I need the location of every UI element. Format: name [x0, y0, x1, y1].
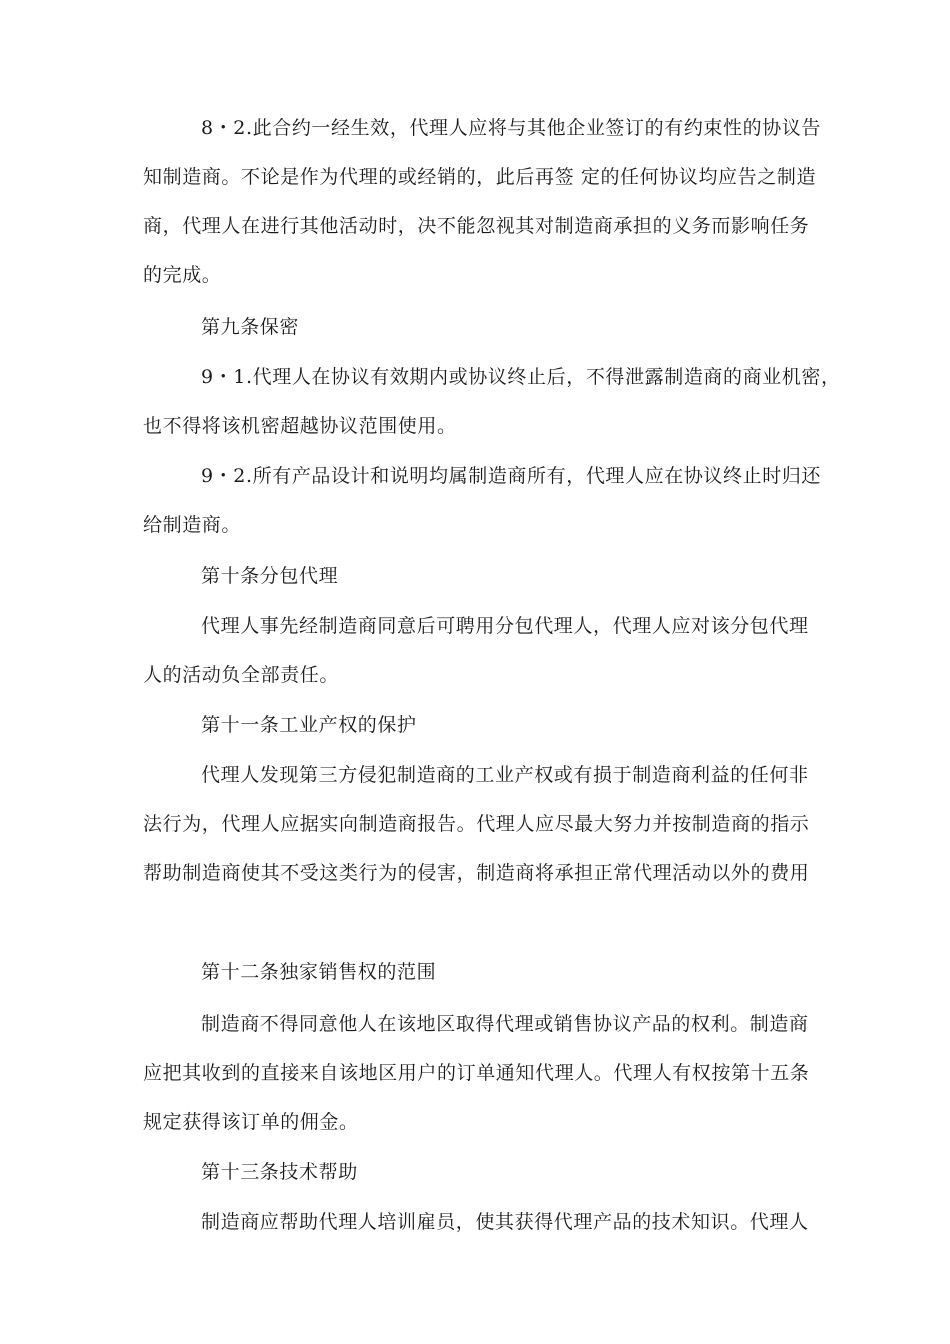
article-12-heading: 第十二条独家销售权的范围: [201, 961, 437, 983]
paragraph-9-2-line-1: 9・2.所有产品设计和说明均属制造商所有，代理人应在协议终止时归还: [201, 465, 822, 487]
paragraph-12-line-2: 应把其收到的直接来自该地区用户的订单通知代理人。代理人有权按第十五条: [143, 1062, 810, 1084]
paragraph-11-line-3: 帮助制造商使其不受这类行为的侵害，制造商将承担正常代理活动以外的费用: [143, 862, 810, 884]
article-10-heading: 第十条分包代理: [201, 565, 339, 587]
article-13-heading: 第十三条技术帮助: [201, 1161, 358, 1183]
paragraph-12-line-1: 制造商不得同意他人在该地区取得代理或销售协议产品的权利。制造商: [201, 1013, 809, 1035]
article-11-heading: 第十一条工业产权的保护: [201, 714, 417, 736]
paragraph-9-1-line-1: 9・1.代理人在协议有效期内或协议终止后，不得泄露制造商的商业机密，: [201, 366, 841, 388]
paragraph-9-1-line-2: 也不得将该机密超越协议范围使用。: [143, 415, 457, 437]
paragraph-10-line-2: 人的活动负全部责任。: [143, 664, 340, 686]
paragraph-9-2-line-2: 给制造商。: [143, 514, 242, 536]
paragraph-13-line-1: 制造商应帮助代理人培训雇员，使其获得代理产品的技术知识。代理人: [201, 1211, 809, 1233]
paragraph-8-2-line-1: 8・2.此合约一经生效，代理人应将与其他企业签订的有约束性的协议告: [201, 117, 822, 139]
paragraph-8-2-line-3: 商，代理人在进行其他活动时，决不能忽视其对制造商承担的义务而影响任务: [143, 215, 810, 237]
paragraph-11-line-2: 法行为，代理人应据实向制造商报告。代理人应尽最大努力并按制造商的指示: [143, 813, 810, 835]
paragraph-12-line-3: 规定获得该订单的佣金。: [143, 1111, 359, 1133]
paragraph-8-2-line-4: 的完成。: [143, 264, 222, 286]
paragraph-11-line-1: 代理人发现第三方侵犯制造商的工业产权或有损于制造商利益的任何非: [201, 764, 809, 786]
paragraph-8-2-line-2: 知制造商。不论是作为代理的或经销的，此后再签 定的任何协议均应告之制造: [143, 166, 817, 188]
article-9-heading: 第九条保密: [201, 316, 300, 338]
paragraph-10-line-1: 代理人事先经制造商同意后可聘用分包代理人，代理人应对该分包代理: [201, 615, 809, 637]
